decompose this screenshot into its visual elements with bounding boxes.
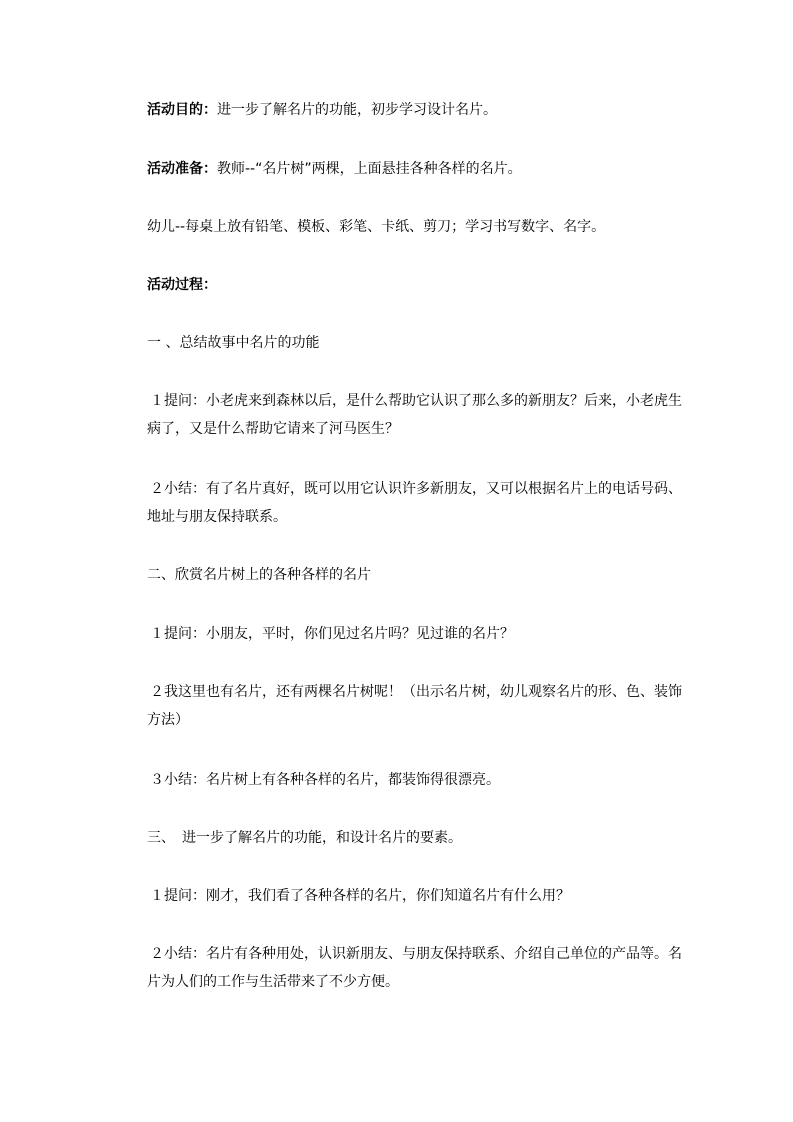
section-2-item-2: ２我这里也有名片，还有两棵名片树呢！（出示名片树，幼儿观察名片的形、色、装饰方法） <box>147 684 682 728</box>
preparation-children-paragraph: 幼儿--每桌上放有铅笔、模板、彩笔、卡纸、剪刀；学习书写数字、名字。 <box>147 219 606 235</box>
section-2-item-1: １提问：小朋友，平时，你们见过名片吗？见过谁的名片？ <box>150 626 514 642</box>
purpose-text: 进一步了解名片的功能，初步学习设计名片。 <box>217 102 497 118</box>
section-3-heading: 三、 进一步了解名片的功能，和设计名片的要素。 <box>147 830 462 846</box>
process-label: 活动过程： <box>147 277 217 293</box>
section-2-item-3: ３小结：名片树上有各种各样的名片，都装饰得很漂亮。 <box>150 772 500 788</box>
purpose-paragraph <box>147 96 497 124</box>
section-2-heading: 二、欣赏名片树上的各种各样的名片 <box>147 567 371 583</box>
section-1-heading: 一 、总结故事中名片的功能 <box>147 335 320 351</box>
preparation-text: 教师--“名片树”两棵，上面悬挂各种各样的名片。 <box>217 161 522 177</box>
purpose-label: 活动目的： <box>147 102 217 118</box>
preparation-label: 活动准备： <box>147 161 217 177</box>
section-1-item-1: １提问：小老虎来到森林以后，是什么帮助它认识了那么多的新朋友？后来，小老虎生病了，又是什么帮助它请来了河马医生？ <box>147 393 682 437</box>
section-3-item-2: ２小结：名片有各种用处，认识新朋友、与朋友保持联系、介绍自己单位的产品等。名片为人们的工作与生活带来了不少方便。 <box>147 946 682 990</box>
section-1-item-2: ２小结：有了名片真好，既可以用它认识许多新朋友，又可以根据名片上的电话号码、地址与朋友保持联系。 <box>147 481 682 525</box>
preparation-paragraph <box>147 155 522 183</box>
section-3-item-1: １提问：刚才，我们看了各种各样的名片，你们知道名片有什么用？ <box>150 888 570 904</box>
